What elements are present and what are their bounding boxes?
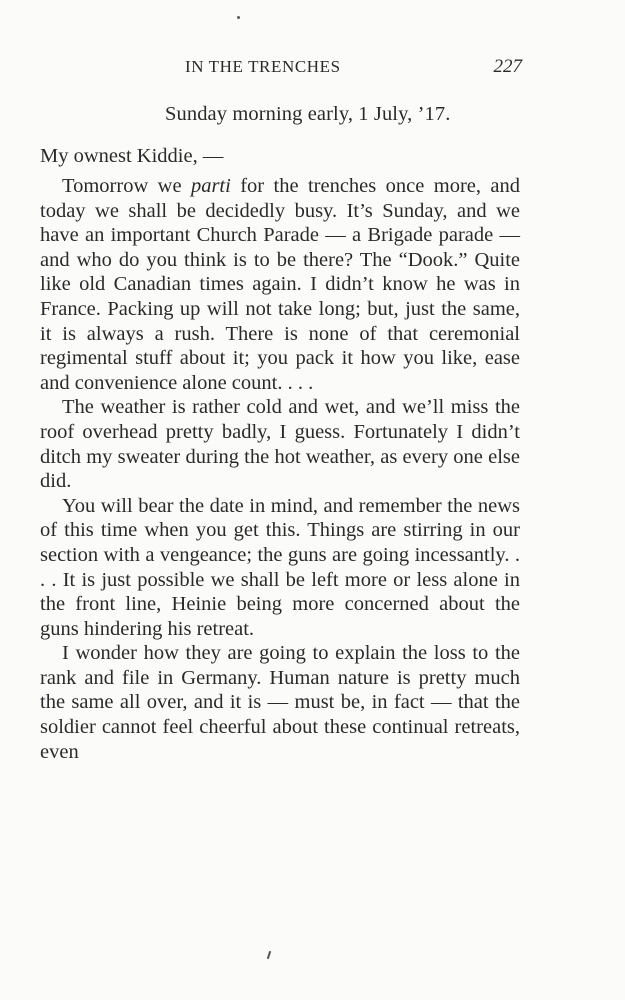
paragraph-2: The weather is rather cold and wet, and we’ll miss the roof overhead pretty badly, I guess. Fortunately I didn’t ditch my sweater during the hot weather, as every one else did. <box>40 396 520 493</box>
running-head <box>40 57 522 79</box>
top-ink-speck <box>237 16 240 19</box>
paragraph-1-start: Tomorrow we <box>62 175 191 197</box>
letter-dateline: Sunday morning early, 1 July, ’17. <box>165 103 451 125</box>
paragraph-1 <box>40 174 520 395</box>
paragraph-4: I wonder how they are going to explain the loss to the rank and file in Germany. Human nature is pretty much the same all over, and it is — must be, in fact — that the soldier cannot feel cheerful about these continual retreats, even <box>40 642 520 763</box>
paragraph-1-italic-word: parti <box>190 175 231 197</box>
running-title: IN THE TRENCHES <box>185 57 341 76</box>
letter-salutation: My ownest Kiddie, — <box>40 145 224 167</box>
paragraph-3: You will bear the date in mind, and remember the news of this time when you get this. Things are stirring in our section with a vengeance; the guns are going incessantly. . . . It is just possible we shall be left more or less alone in the front line, Heinie being more concerned about the guns hindering his retreat. <box>40 494 520 640</box>
letter-body <box>40 174 520 764</box>
paragraph-1-rest: for the trenches once more, and today we shall be decidedly busy. It’s Sunday, and we have an important Church Parade — a Brigade parade — and who do you think is to be there? The “Dook.” Quite like old Canadian times again. I didn’t know he was in France. Packing up will not take long; but, just the same, it is always a rush. There is none of that ceremonial regimental stuff about it; you pack it how you like, ease and convenience alone count. . . . <box>40 175 520 394</box>
page-number: 227 <box>493 56 522 77</box>
bottom-ink-mark <box>267 951 271 959</box>
